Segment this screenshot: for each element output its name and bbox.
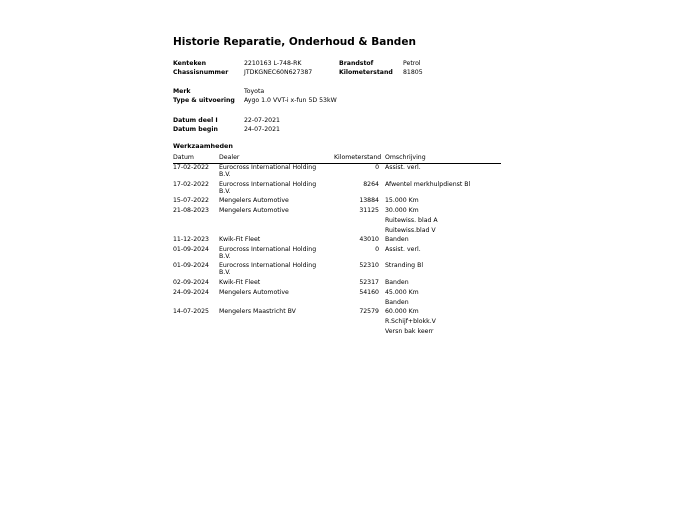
table-row (173, 197, 501, 207)
table-row (173, 279, 501, 289)
omschrijving-line: Stranding Bl (385, 262, 424, 269)
table-row (173, 181, 501, 198)
cell-omschrijving (385, 197, 419, 207)
chassis-label: Chassisnummer (173, 69, 229, 76)
datum-deel-label: Datum deel I (173, 117, 218, 124)
omschrijving-line: Ruitewiss.blad V (385, 227, 436, 234)
cell-datum: 17-02-2022 (173, 180, 209, 188)
type-value: Aygo 1.0 VVT-i x-fun 5D 53kW (244, 97, 337, 104)
cell-kilometerstand: 52317 (359, 278, 379, 286)
table-row (173, 246, 501, 263)
cell-dealer: Kwik-Fit Fleet (219, 278, 261, 286)
omschrijving-line: 45.000 Km (385, 288, 419, 296)
cell-dealer: Eurocross International Holding B.V. (219, 180, 317, 195)
table-row (173, 262, 501, 279)
cell-dealer: Mengelers Automotive (219, 197, 289, 204)
cell-datum: 02-09-2024 (173, 278, 209, 286)
kilometerstand-value: 81805 (403, 69, 423, 76)
omschrijving-line: Banden (385, 235, 409, 243)
omschrijving-line: Versn bak keerr (385, 328, 434, 335)
omschrijving-line: Assist. verl. (385, 245, 421, 253)
kenteken-value: 2210163 L-748-RK (244, 60, 302, 67)
werkzaamheden-heading: Werkzaamheden (173, 142, 233, 150)
cell-omschrijving (385, 246, 421, 256)
cell-kilometerstand: 0 (375, 245, 379, 253)
cell-dealer: Mengelers Automotive (219, 288, 289, 296)
kilometerstand-label: Kilometerstand (339, 69, 393, 76)
merk-value: Toyota (244, 88, 265, 95)
cell-kilometerstand: 8264 (363, 180, 379, 188)
cell-dealer: Mengelers Automotive (219, 207, 289, 214)
type-label: Type & uitvoering (173, 97, 235, 104)
cell-omschrijving (385, 289, 419, 309)
kenteken-label: Kenteken (173, 60, 206, 67)
table-row (173, 289, 501, 309)
column-header-dealer: Dealer (219, 154, 240, 161)
cell-omschrijving (385, 181, 470, 191)
merk-label: Merk (173, 88, 191, 95)
cell-datum: 17-02-2022 (173, 164, 209, 171)
cell-dealer: Eurocross International Holding B.V. (219, 164, 317, 179)
datum-begin-label: Datum begin (173, 126, 218, 133)
table-row (173, 308, 501, 338)
table-row (173, 164, 501, 181)
omschrijving-line: Ruitewiss. blad A (385, 217, 438, 224)
cell-kilometerstand: 31125 (359, 207, 379, 214)
werkzaamheden-table (173, 164, 501, 338)
cell-datum: 01-09-2024 (173, 245, 209, 253)
cell-omschrijving (385, 236, 409, 246)
cell-omschrijving (385, 207, 438, 237)
omschrijving-line: R.Schijf+blokk.V (385, 318, 436, 325)
cell-dealer: Eurocross International Holding B.V. (219, 262, 317, 277)
cell-omschrijving (385, 262, 423, 272)
cell-dealer: Mengelers Maastricht BV (219, 308, 296, 315)
cell-datum: 11-12-2023 (173, 235, 209, 243)
omschrijving-line: 60.000 Km (385, 308, 419, 315)
cell-datum: 01-09-2024 (173, 262, 209, 269)
table-row (173, 236, 501, 246)
cell-datum: 21-08-2023 (173, 207, 209, 214)
table-header (173, 154, 501, 164)
omschrijving-line: Assist. verl. (385, 164, 421, 171)
page-title: Historie Reparatie, Onderhoud & Banden (173, 36, 416, 48)
omschrijving-line: 15.000 Km (385, 197, 419, 204)
cell-omschrijving (385, 164, 421, 174)
brandstof-value: Petrol (403, 60, 421, 67)
omschrijving-line: Banden (385, 298, 409, 306)
cell-kilometerstand: 54160 (359, 288, 379, 296)
omschrijving-line: Banden (385, 278, 409, 286)
table-row (173, 207, 501, 236)
cell-omschrijving (385, 308, 436, 338)
chassis-value: JTDKGNEC60N627387 (244, 69, 313, 76)
column-header-kilometerstand: Kilometerstand (334, 154, 382, 161)
brandstof-label: Brandstof (339, 60, 374, 67)
datum-deel-value: 22-07-2021 (244, 117, 280, 124)
omschrijving-line: Afwentel merkhulpdienst Bl (385, 180, 471, 188)
cell-kilometerstand: 52310 (359, 262, 379, 269)
cell-kilometerstand: 0 (375, 164, 379, 171)
column-header-omschrijving: Omschrijving (385, 154, 426, 161)
column-header-datum: Datum (173, 154, 194, 161)
omschrijving-line: 30.000 Km (385, 207, 419, 214)
cell-datum: 24-09-2024 (173, 288, 209, 296)
cell-kilometerstand: 72579 (359, 308, 379, 315)
cell-datum: 15-07-2022 (173, 197, 209, 204)
cell-kilometerstand: 43010 (359, 235, 379, 243)
cell-kilometerstand: 13884 (359, 197, 379, 204)
cell-dealer: Eurocross International Holding B.V. (219, 245, 317, 260)
cell-dealer: Kwik-Fit Fleet (219, 235, 261, 243)
datum-begin-value: 24-07-2021 (244, 126, 280, 133)
cell-datum: 14-07-2025 (173, 308, 209, 315)
cell-omschrijving (385, 279, 409, 289)
